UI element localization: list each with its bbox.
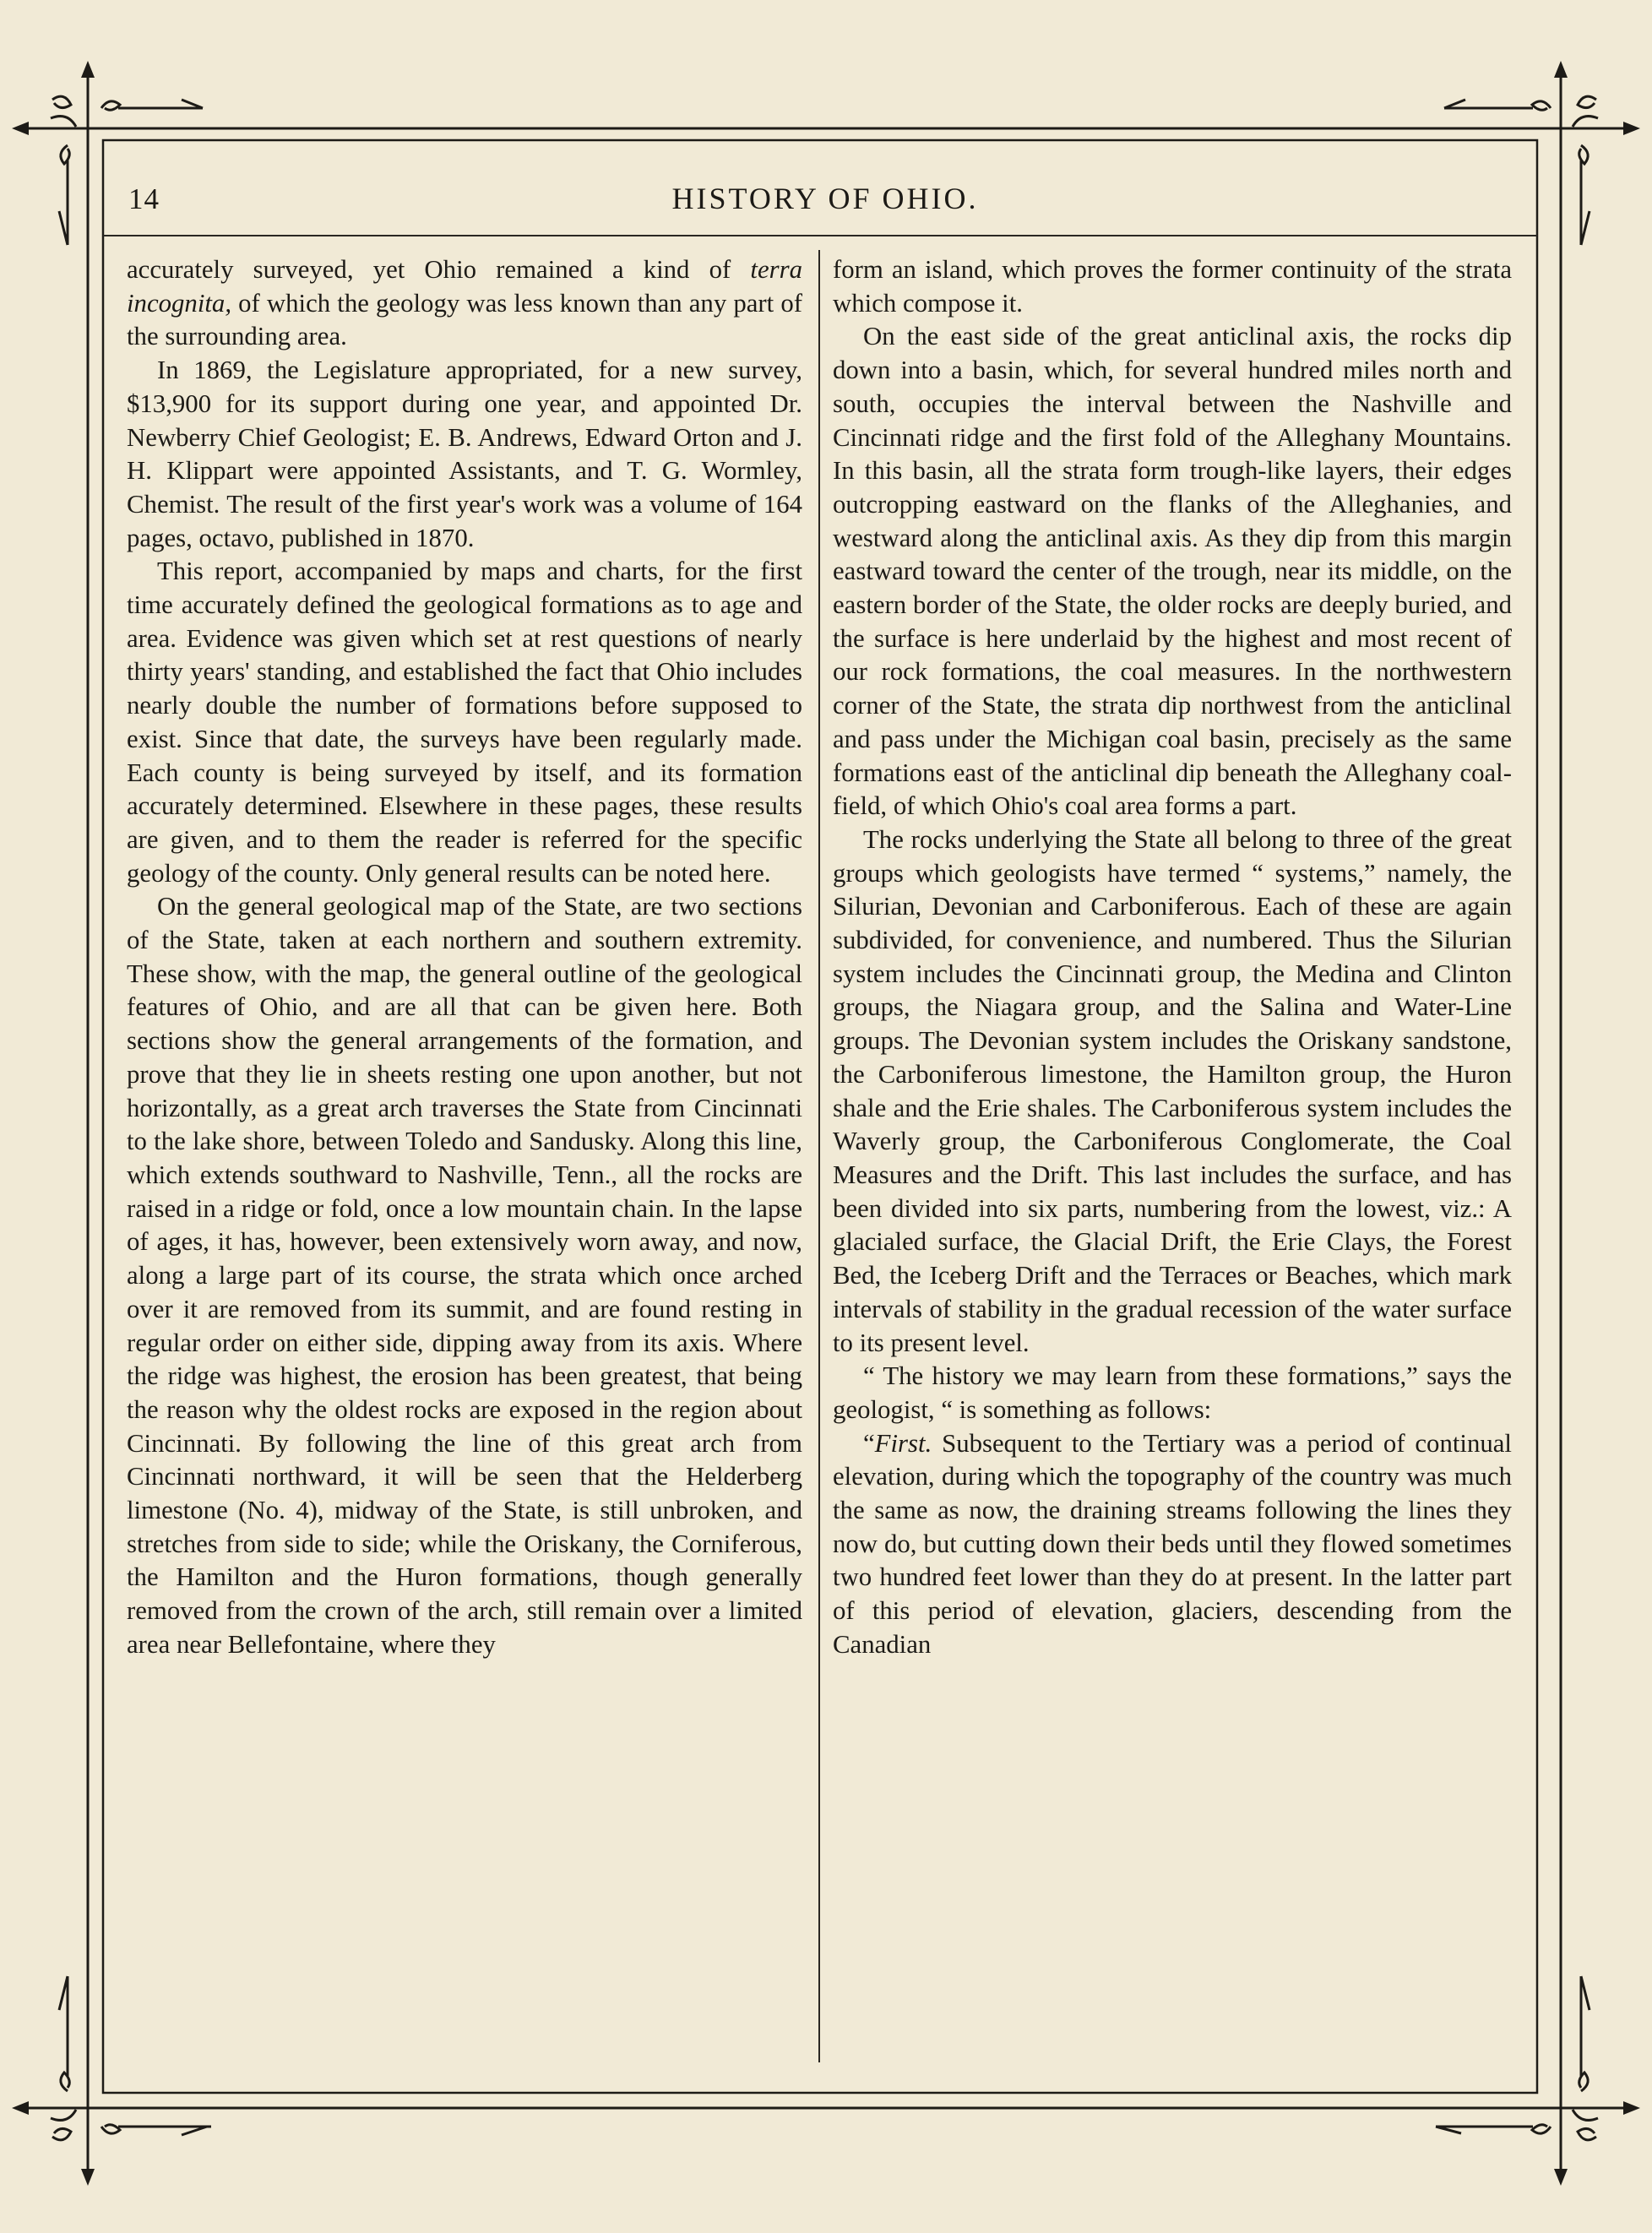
paragraph-text: Subsequent to the Tertiary was a period of continual elevation, during which the topography of the country was much the same as now, the draining streams following the lines they now do, but cutting down their beds until they flowed sometimes two hundred feet lower than they do at present. In the latter part of this period of elevation, glaciers, descending from the Canadian: [833, 1428, 1512, 1659]
running-title: HISTORY OF OHIO.: [671, 182, 979, 215]
paragraph-text: form an island, which proves the former continuity of the strata which compose it.: [833, 255, 1512, 318]
paragraph: [127, 890, 802, 1661]
column-divider: [818, 250, 820, 2062]
paragraph: [833, 823, 1512, 1360]
paragraph-text: In 1869, the Legislature appropriated, for a new survey, $13,900 for its support during one year, and appointed Dr. Newberry Chief Geologist; E. B. Andrews, Edward Orton and J. H. Klippart were appointed Assistants, and T. G. Wormley, Chemist. The result of the first year's work was a volume of 164 pages, octavo, published in 1870.: [127, 356, 802, 552]
paragraph: [833, 1427, 1512, 1662]
left-column: [127, 253, 802, 1662]
page-number: 14: [128, 182, 160, 215]
paragraph-text: The rocks underlying the State all belong to three of the great groups which geologists have termed “ systems,” namely, the Silurian, Devonian and Carboniferous. Each of these are again subdivided, for convenience, and numbered. Thus the Silurian system includes the Cincinnati group, the Medina and Clinton groups, the Niagara group, and the Salina and Water-Line groups. The Devonian system includes the Oriskany sandstone, the Carboniferous limestone, the Hamilton group, the Huron shale and the Erie shales. The Carboniferous system includes the Waverly group, the Carboniferous Conglomerate, the Coal Measures and the Drift. This last includes the surface, and has been divided into six parts, numbering from the lowest, viz.: A glacialed surface, the Glacial Drift, the Erie Clays, the Forest Bed, the Iceberg Drift and the Terraces or Beaches, which mark intervals of stability in the gradual recession of the water surface to its present level.: [833, 824, 1512, 1357]
paragraph: [127, 555, 802, 890]
page-header: [111, 176, 1539, 226]
italic-text: First.: [874, 1428, 932, 1458]
paragraph: [127, 253, 802, 354]
paragraph-text: On the general geological map of the State, are two sections of the State, taken at each northern and southern extremity. These show, with the map, the general outline of the geological features of Ohio, and are all that can be given here. Both sections show the general arrangements of the formation, and prove that they lie in sheets resting one upon another, but not horizontally, as a great arch traverses the State from Cincinnati to the lake shore, between Toledo and Sandusky. Along this line, which extends southward to Nashville, Tenn., all the rocks are raised in a ridge or fold, once a low mountain chain. In the lapse of ages, it has, however, been extensively worn away, and now, along a large part of its course, the strata which once arched over it are removed from its summit, and are found resting in regular order on either side, dipping away from its axis. Where the ridge was highest, the erosion has been greatest, that being the reason why the oldest rocks are exposed in the region about Cincinnati. By following the line of this great arch from Cincinnati northward, it will be seen that the Helderberg limestone (No. 4), midway of the State, is still unbroken, and stretches from side to side; while the Oriskany, the Corniferous, the Hamilton and the Huron formations, though generally removed from the crown of the arch, still remain over a limited area near Bellefontaine, where they: [127, 892, 802, 1659]
paragraph-text: “ The history we may learn from these formations,” says the geologist, “ is something as follows:: [833, 1361, 1512, 1424]
paragraph-text: This report, accompanied by maps and charts, for the first time accurately defined the geological formations as to age and area. Evidence was given which set at rest questions of nearly thirty years' standing, and established the fact that Ohio includes nearly double the number of formations before supposed to exist. Since that date, the surveys have been regularly made. Each county is being surveyed by itself, and its formation accurately determined. Elsewhere in these pages, these results are given, and to them the reader is referred for the specific geology of the county. Only general results can be noted here.: [127, 557, 802, 888]
paragraph-text: accurately surveyed, yet Ohio remained a kind of: [127, 255, 751, 284]
paragraph: [833, 320, 1512, 823]
italic-text: terra incognita,: [127, 255, 802, 318]
paragraph: [833, 1360, 1512, 1426]
paragraph-text: “: [863, 1428, 875, 1458]
paragraph: [127, 354, 802, 555]
paragraph-text: of which the geology was less known than any part of the surrounding area.: [127, 288, 802, 351]
paragraph: [833, 253, 1512, 320]
paragraph-text: On the east side of the great anticlinal axis, the rocks dip down into a basin, which, for several hundred miles north and south, occupies the interval between the Nashville and Cincinnati ridge and the first fold of the Alleghany Mountains. In this basin, all the strata form trough-like layers, their edges outcropping eastward on the flanks of the Alleghanies, and westward along the anticlinal axis. As they dip from this margin eastward toward the center of the trough, near its middle, on the eastern border of the State, the older rocks are deeply buried, and the surface is here underlaid by the highest and most recent of our rock formations, the coal measures. In the northwestern corner of the State, the strata dip northwest from the anticlinal and pass under the Michigan coal basin, precisely as the same formations east of the anticlinal dip beneath the Alleghany coal-field, of which Ohio's coal area forms a part.: [833, 322, 1512, 821]
right-column: [833, 253, 1512, 1662]
header-rule: [103, 235, 1537, 236]
